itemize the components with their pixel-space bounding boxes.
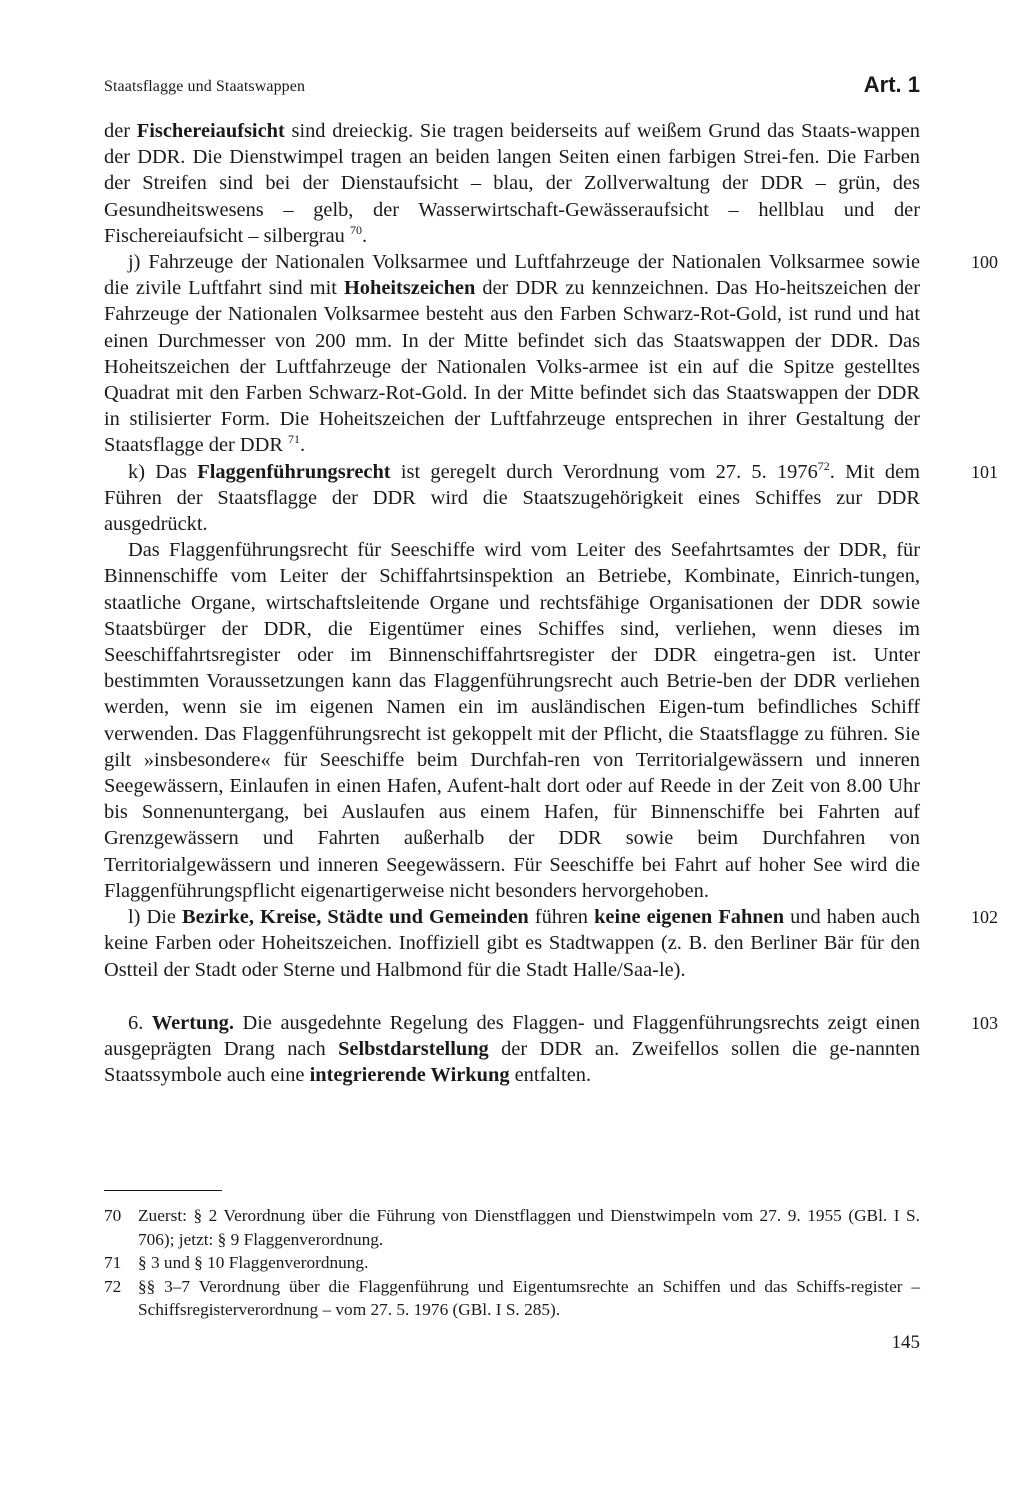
paragraph: der Fischereiaufsicht sind dreieckig. Sie tragen beiderseits auf weißem Grund das Staats-wappen der DDR. Die Dienstwimpel tragen an beiden langen Seiten einen farbigen Strei-fen. Die Farben der Streifen sind bei der Dienstaufsicht – blau, der Zollverwaltung der DDR – grün, des Gesundheitswesens – gelb, der Wasserwirtschaft-Gewässeraufsicht – hellblau und der Fischereiaufsicht – silbergrau $^{70}$.: [104, 120, 920, 247]
paragraph: k) Das Flaggenführungsrecht ist geregelt durch Verordnung vom 27. 5. 1976$^{72}$. Mit dem Führen der Staatsflagge der DDR wird die Staatszugehörigkeit eines Schiffes zur DDR ausgedrückt. 101: [104, 458, 998, 536]
marginal-number: 101: [971, 461, 998, 482]
paragraph: j) Fahrzeuge der Nationalen Volksarmee und Luftfahrzeuge der Nationalen Volksarmee sowie die zivile Luftfahrt sind mit Hoheitszeichen der DDR zu kennzeichnen. Das Ho-heitszeichen der Fahrzeuge der Nationalen Volksarmee besteht aus den Farben Schwarz-Rot-Gold, ist rund und hat einen Durchmesser von 200 mm. In der Mitte befindet sich das Staatswappen der DDR. Das Hoheitszeichen der Luftfahrzeuge der Nationalen Volks-armee ist ein auf die Spitze gestelltes Quadrat mit den Farben Schwarz-Rot-Gold. In der Mitte befindet sich das Staatswappen der DDR in stilisierter Form. Die Hoheitszeichen der Luftfahrzeuge entsprechen in ihrer Gestaltung der Staatsflagge der DDR $^{71}$. 100: [104, 251, 998, 457]
marginal-number: 100: [971, 252, 998, 273]
body-text: [104, 118, 998, 1088]
marginal-number: 102: [971, 907, 998, 928]
running-header-title: Staatsflagge und Staatswappen: [104, 78, 306, 95]
paragraph: l) Die Bezirke, Kreise, Städte und Gemeinden führen keine eigenen Fahnen und haben auch keine Farben oder Hoheitszeichen. Inoffiziell gibt es Stadtwappen (z. B. den Berliner Bär für den Ostteil der Stadt oder Sterne und Halbmond für die Stadt Halle/Saa-le). 102: [104, 906, 998, 981]
marginal-number: 103: [971, 1012, 998, 1033]
article-label: Art. 1: [863, 72, 920, 97]
footnote: [104, 1275, 920, 1322]
running-header: [104, 72, 920, 102]
footnote-number: 71: [104, 1253, 122, 1273]
footnote: [104, 1204, 920, 1251]
paragraph: 6. Wertung. Die ausgedehnte Regelung des Flaggen- und Flaggenführungsrechts zeigt einen ausgeprägten Drang nach Selbstdarstellung der DDR an. Zweifellos sollen die ge-nannten Staatssymbole auch eine integrierende Wirkung entfalten. 103: [104, 1011, 998, 1087]
footnote-number: 72: [104, 1276, 122, 1296]
footnote-text: § 3 und § 10 Flaggenverordnung.: [138, 1253, 369, 1273]
footnote: [104, 1251, 920, 1275]
footnote-divider: [104, 1190, 222, 1191]
footnote-text: Zuerst: § 2 Verordnung über die Führung von Dienstflaggen und Dienstwimpeln vom 27. 9. 1955 (GBl. I S. 706); jetzt: § 9 Flaggenverordnung.: [138, 1206, 920, 1249]
footnotes: [104, 1204, 920, 1322]
footnote-number: 70: [104, 1206, 122, 1225]
paragraph: Das Flaggenführungsrecht für Seeschiffe wird vom Leiter des Seefahrtsamtes der DDR, für Binnenschiffe vom Leiter der Schiffahrtsinspektion an Betriebe, Kombinate, Einrich-tungen, staatliche Organe, wirtschaftsleitende Organe und rechtsfähige Organisationen der DDR sowie Staatsbürger der DDR, die Eigentümer eines Schiffes sind, verliehen, wenn dieses im Seeschiffahrtsregister oder im Binnenschiffahrtsregister der DDR eingetra-gen ist. Unter bestimmten Voraussetzungen kann das Flaggenführungsrecht auch Betrie-ben der DDR verliehen werden, wenn sie im eigenen Namen ein im ausländischen Eigen-tum befindliches Schiff verwenden. Das Flaggenführungsrecht ist gekoppelt mit der Pflicht, die Staatsflagge zu führen. Sie gilt »insbesondere« für Seeschiffe beim Durchfah-ren von Territorialgewässern und inneren Seegewässern, Einlaufen in einen Hafen, Aufent-halt dort oder auf Reede in der Zeit von 8.00 Uhr bis Sonnenuntergang, bei Auslaufen aus einem Hafen, für Binnenschiffe bei Fahrten auf Grenzgewässern und Fahrten außerhalb der DDR sowie beim Durchfahren von Territorialgewässern und inneren Seegewässern. Für Seeschiffe bei Fahrt auf hoher See wird die Flaggenführungspflicht eigenartigerweise nicht besonders hervorgehoben.: [104, 539, 920, 902]
footnote-text: §§ 3–7 Verordnung über die Flaggenführung und Eigentumsrechte an Schiffen und das Schiffs-register – Schiffsregisterverordnung – vom 27. 5. 1976 (GBl. I S. 285).: [138, 1276, 920, 1320]
page-number: 145: [891, 1332, 920, 1353]
